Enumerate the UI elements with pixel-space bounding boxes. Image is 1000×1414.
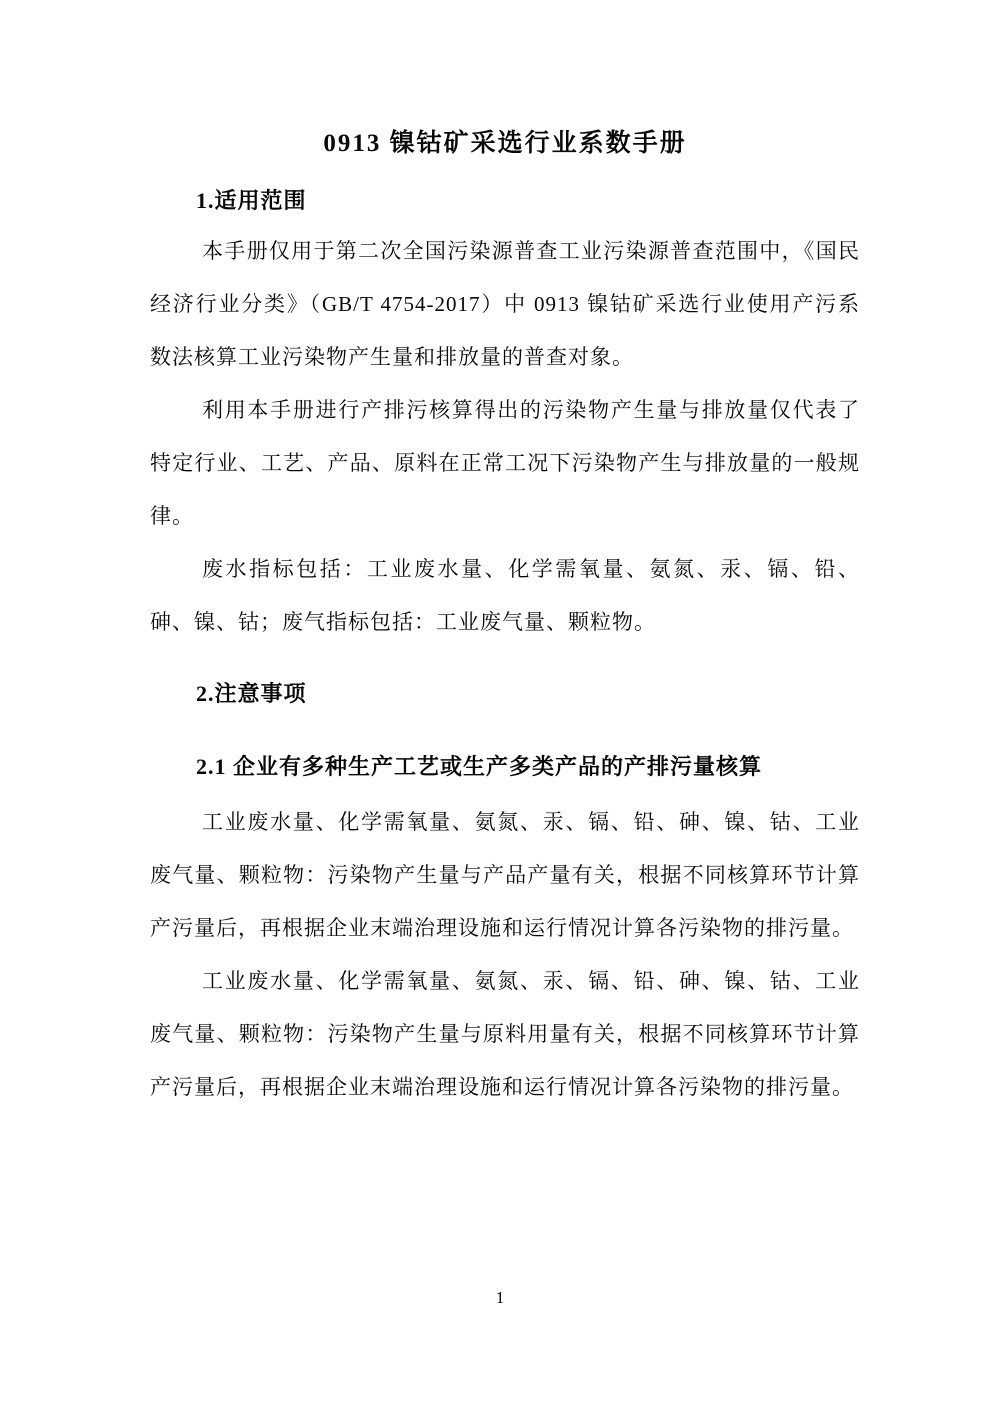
page-title: 0913 镍钴矿采选行业系数手册 [323,130,687,157]
section-1-paragraph-2: 利用本手册进行产排污核算得出的污染物产生量与排放量仅代表了特定行业、工艺、产品、原料在正常工况下污染物产生与排放量的一般规律。 [150,398,860,528]
page-number: 1 [495,1288,505,1307]
section-1-paragraph-3: 废水指标包括：工业废水量、化学需氧量、氨氮、汞、镉、铅、砷、镍、钴；废气指标包括：工业废气量、颗粒物。 [150,557,860,634]
section-1-paragraph-1: 本手册仅用于第二次全国污染源普查工业污染源普查范围中，《国民经济行业分类》（GB/T 4754-2017）中 0913 镍钴矿采选行业使用产污系数法核算工业污染物产生量和排放量的普查对象。 [150,239,860,369]
section-2-paragraph-2: 工业废水量、化学需氧量、氨氮、汞、镉、铅、砷、镍、钴、工业废气量、颗粒物：污染物产生量与原料用量有关，根据不同核算环节计算产污量后，再根据企业末端治理设施和运行情况计算各污染物的排污量。 [150,969,860,1099]
section-2-1-heading: 2.1 企业有多种生产工艺或生产多类产品的产排污量核算 [196,754,763,779]
section-1-heading: 1.适用范围 [196,188,307,213]
section-2-heading: 2.注意事项 [196,681,307,706]
section-2-paragraph-1: 工业废水量、化学需氧量、氨氮、汞、镉、铅、砷、镍、钴、工业废气量、颗粒物：污染物产生量与产品产量有关，根据不同核算环节计算产污量后，再根据企业末端治理设施和运行情况计算各污染物的排污量。 [150,810,860,940]
